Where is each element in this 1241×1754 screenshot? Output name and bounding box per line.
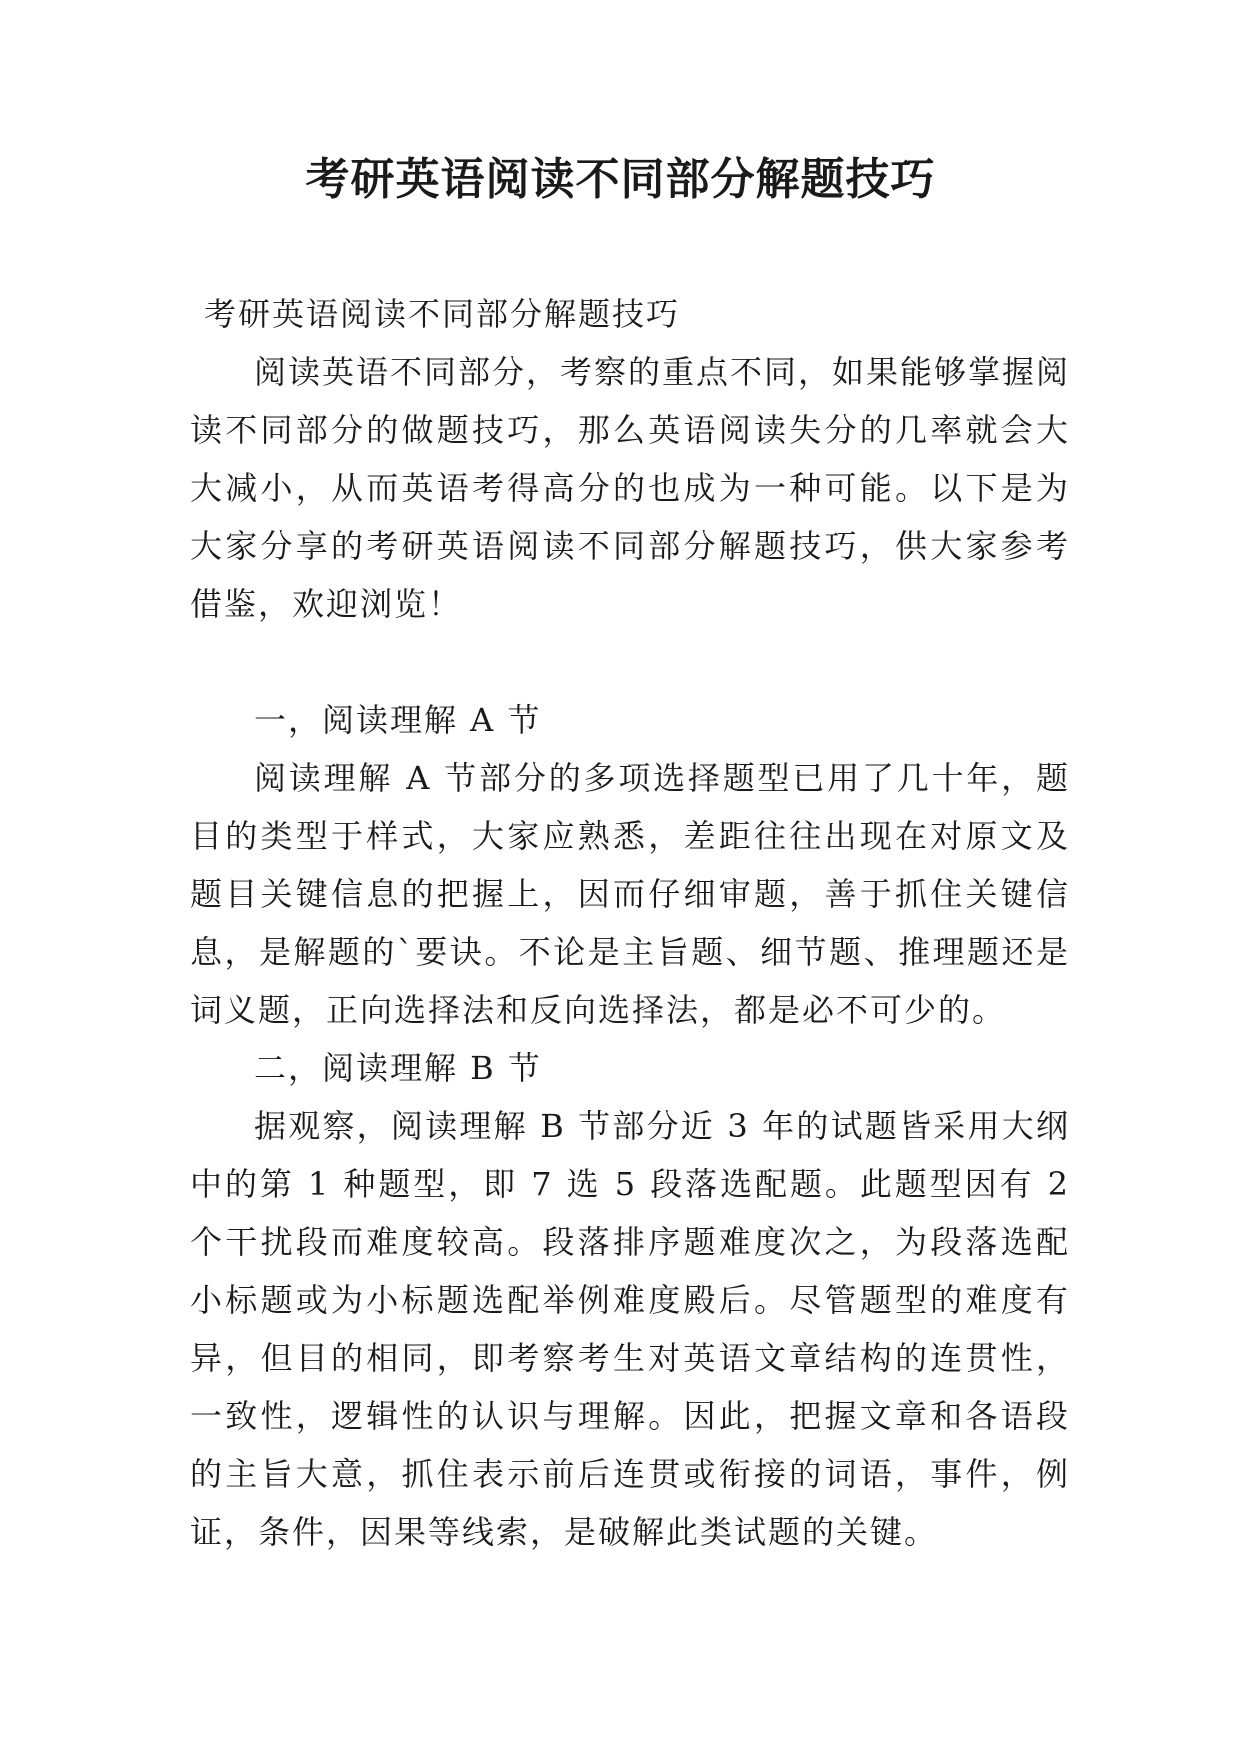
section-a-paragraph: 阅读理解 A 节部分的多项选择题型已用了几十年，题目的类型于样式，大家应熟悉，差距往往出现在对原文及题目关键信息的把握上，因而仔细审题，善于抓住关键信息，是解题的`要诀。不论是主旨题、细节题、推理题还是词义题，正向选择法和反向选择法，都是必不可少的。 [190,759,1070,1029]
section-a-heading: 一，阅读理解 A 节 [254,701,542,739]
document-title: 考研英语阅读不同部分解题技巧 [305,154,936,205]
section-b-heading: 二，阅读理解 B 节 [254,1049,542,1087]
document-body [190,285,1070,1561]
intro-paragraph: 阅读英语不同部分，考察的重点不同，如果能够掌握阅读不同部分的做题技巧，那么英语阅读失分的几率就会大大减小，从而英语考得高分的也成为一种可能。以下是为大家分享的考研英语阅读不同部分解题技巧，供大家参考借鉴，欢迎浏览！ [190,353,1071,623]
document-subtitle: 考研英语阅读不同部分解题技巧 [204,295,681,333]
paragraph-spacer [190,633,1070,691]
section-b-paragraph: 据观察，阅读理解 B 节部分近 3 年的试题皆采用大纲中的第 1 种题型，即 7 选 5 段落选配题。此题型因有 2 个干扰段而难度较高。段落排序题难度次之，为段落选配小标题或为小标题选配举例难度殿后。尽管题型的难度有异，但目的相同，即考察考生对英语文章结构的连贯性，一致性，逻辑性的认识与理解。因此，把握文章和各语段的主旨大意，抓住表示前后连贯或衔接的词语，事件，例证，条件，因果等线索，是破解此类试题的关键。 [190,1107,1070,1551]
